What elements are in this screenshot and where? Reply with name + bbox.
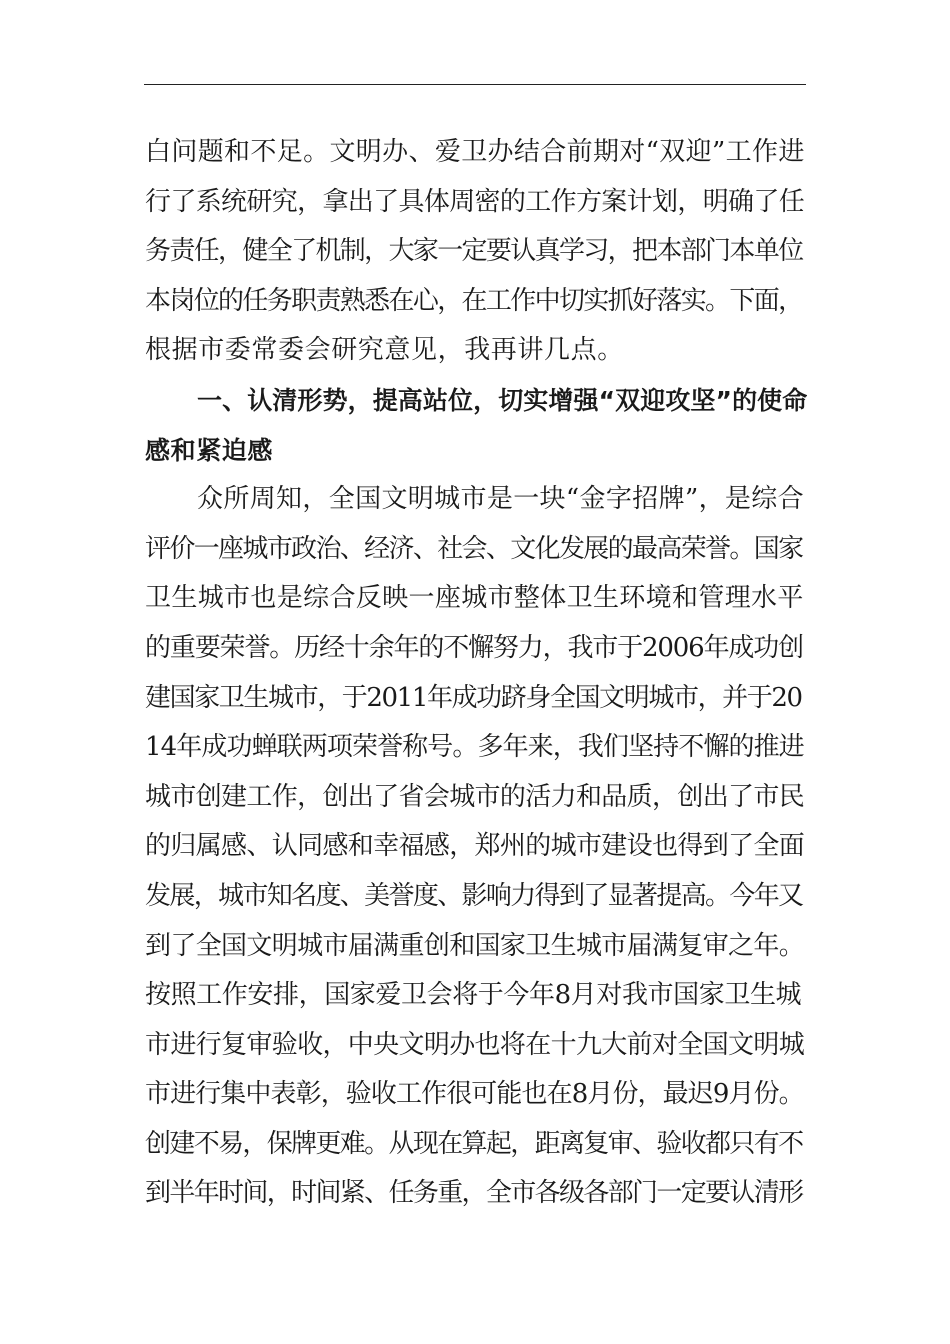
paragraph-line: 14年成功蝉联两项荣誉称号。多年来，我们坚持不懈的推进 (145, 732, 804, 763)
paragraph-line: 本岗位的任务职责熟悉在心，在工作中切实抓好落实。下面， (145, 285, 803, 316)
header-rule (144, 84, 806, 85)
paragraph-line: 到了全国文明城市届满重创和国家卫生城市届满复审之年。 (145, 930, 805, 961)
section-heading-line: 一、认清形势，提高站位，切实增强“双迎攻坚”的使命 (197, 385, 808, 415)
paragraph-line: 务责任，健全了机制，大家一定要认真学习，把本部门本单位 (145, 236, 803, 267)
paragraph-line: 的重要荣誉。历经十余年的不懈努力，我市于2006年成功创 (145, 632, 803, 663)
paragraph-line: 到半年时间，时间紧、任务重，全市各级各部门一定要认清形 (145, 1178, 803, 1209)
paragraph-line: 创建不易，保牌更难。从现在算起，距离复审、验收都只有不 (145, 1128, 803, 1159)
paragraph-line: 根据市委常委会研究意见，我再讲几点。 (145, 335, 624, 366)
document-body (145, 128, 807, 1219)
paragraph-line: 卫生城市也是综合反映一座城市整体卫生环境和管理水平 (145, 583, 804, 614)
paragraph-line: 市进行集中表彰，验收工作很可能也在8月份，最迟9月份。 (145, 1079, 804, 1110)
paragraph-line: 按照工作安排，国家爱卫会将于今年8月对我市国家卫生城 (145, 980, 802, 1011)
paragraph-line: 市进行复审验收，中央文明办也将在十九大前对全国文明城 (145, 1029, 805, 1060)
paragraph-line: 发展，城市知名度、美誉度、影响力得到了显著提高。今年又 (145, 880, 803, 911)
paragraph-line: 行了系统研究，拿出了具体周密的工作方案计划，明确了任 (145, 186, 805, 217)
paragraph-line: 白问题和不足。文明办、爱卫办结合前期对“双迎”工作进 (145, 137, 805, 167)
paragraph-line: 众所周知，全国文明城市是一块“金字招牌”，是综合 (197, 484, 804, 515)
paragraph-line: 城市创建工作，创出了省会城市的活力和品质，创出了市民 (145, 781, 805, 812)
paragraph-line: 评价一座城市政治、经济、社会、文化发展的最高荣誉。国家 (145, 533, 803, 564)
paragraph-line: 建国家卫生城市，于2011年成功跻身全国文明城市，并于20 (145, 682, 802, 713)
paragraph-line: 的归属感、认同感和幸福感，郑州的城市建设也得到了全面 (145, 831, 805, 862)
section-heading-line: 感和紧迫感 (145, 435, 274, 465)
